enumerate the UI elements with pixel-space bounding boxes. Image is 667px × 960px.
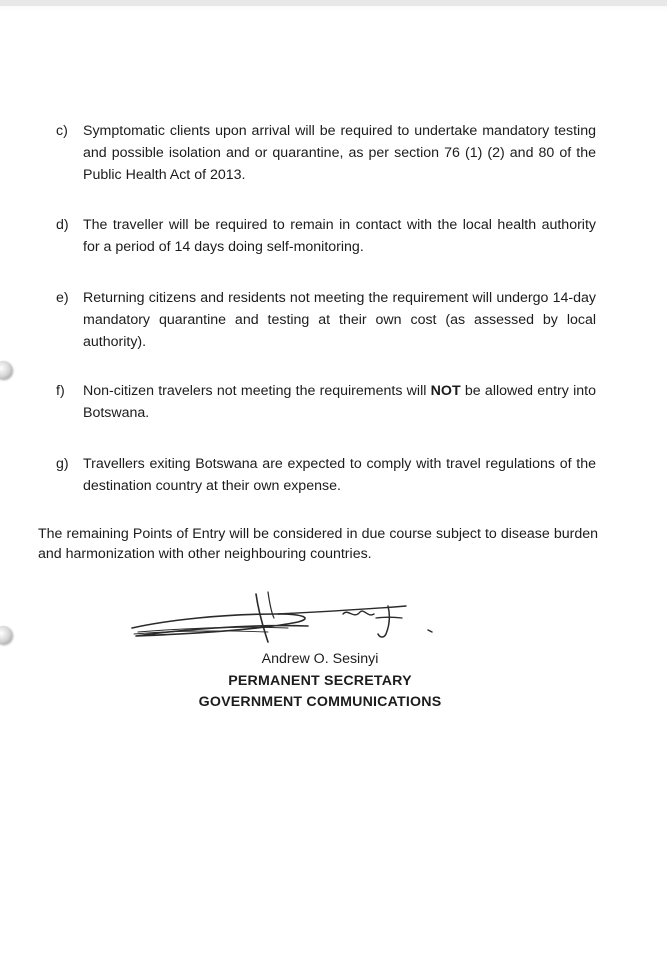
list-item-text-part: be allowed entry into Botswana. (83, 383, 596, 421)
list-item-e (56, 287, 596, 353)
signatory-name: Andrew O. Sesinyi (261, 651, 379, 667)
list-item-f (56, 380, 596, 424)
list-item-text-part: Non-citizen travelers not meeting the requirements will (83, 383, 431, 399)
list-item-text-emphasis: NOT (430, 383, 461, 399)
signature-block (160, 649, 480, 714)
closing-paragraph: The remaining Points of Entry will be considered in due course subject to disease burden and harmonization with other neighbouring countries. (38, 526, 598, 562)
list-item-letter: f) (56, 383, 65, 399)
list-item-text: Returning citizens and residents not meeting the requirement will undergo 14-day mandatory quarantine and testing at their own cost (as assessed by local authority). (83, 290, 596, 350)
punch-hole-mark (0, 361, 12, 379)
list-item-letter: g) (56, 456, 69, 472)
punch-hole-mark (0, 626, 12, 644)
list-item-text: Travellers exiting Botswana are expected to comply with travel regulations of the destination country at their own expense. (83, 456, 596, 494)
handwritten-signature (128, 584, 448, 650)
list-item-text: Symptomatic clients upon arrival will be required to undertake mandatory testing and possible isolation and or quarantine, as per section 76 (1) (2) and 80 of the Public Health Act of 2013. (83, 123, 596, 183)
signatory-title: PERMANENT SECRETARY (228, 672, 412, 689)
signatory-department: GOVERNMENT COMMUNICATIONS (198, 694, 442, 710)
list-item-d (56, 214, 596, 258)
list-item-text (83, 380, 596, 424)
list-item-letter: e) (56, 290, 69, 306)
list-item-letter: c) (56, 123, 68, 139)
list-item-g (56, 453, 596, 497)
list-item-letter: d) (56, 217, 69, 233)
list-item-c (56, 120, 596, 186)
list-item-text: The traveller will be required to remain in contact with the local health authority for a period of 14 days doing self-monitoring. (83, 217, 596, 255)
page-top-edge (0, 0, 667, 6)
